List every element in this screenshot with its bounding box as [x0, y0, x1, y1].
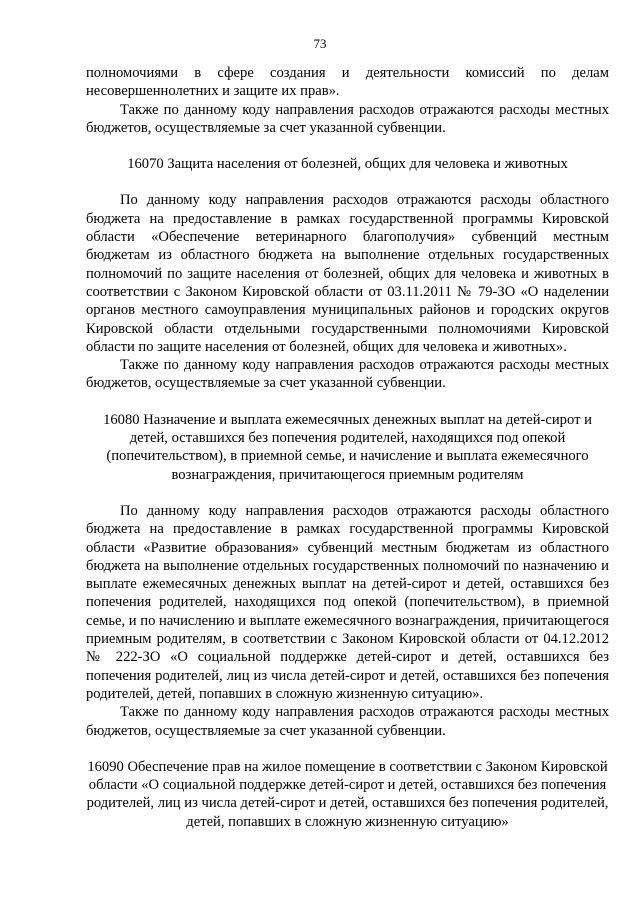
paragraph-16080-description: По данному коду направления расходов отражаются расходы областного бюджета на предоставление в рамках государственной программы Кировской области «Развитие образования» субвенций местным бюджетам из областного бюджета на выполнение отдельных государственных полномочий по назначению и выплате ежемесячных денежных выплат на детей-сирот и детей, оставшихся без попечения родителей, находящихся под опекой (попечительством), в приемной семье, и по начислению и выплате ежемесячного вознаграждения, причитающегося приемным родителям, в соответствии с Законом Кировской области от 04.12.2012 № 222-ЗО «О социальной поддержке детей-сирот и детей, оставшихся без попечения родителей, лиц из числа детей-сирот и детей, оставшихся без попечения родителей, детей, попавших в сложную жизненную ситуацию».	[86, 502, 609, 702]
section-heading-16070: 16070 Защита населения от болезней, общих для человека и животных	[127, 156, 568, 173]
spacer	[86, 740, 609, 758]
paragraph-local-budgets-note: Также по данному коду направления расходов отражаются расходы местных бюджетов, осуществляемые за счет указанной субвенции.	[86, 357, 609, 392]
paragraph-local-budgets-note: Также по данному коду направления расходов отражаются расходы местных бюджетов, осуществляемые за счет указанной субвенции.	[86, 101, 609, 136]
section-heading-16090: 16090 Обеспечение прав на жилое помещение в соответствии с Законом Кировской области «О социальной поддержке детей-сирот и детей, оставшихся без попечения родителей, лиц из числа детей-сирот и детей, оставшихся без попечения родителей, детей, попавших в сложную жизненную ситуацию»	[86, 758, 609, 830]
paragraph-16070-description: По данному коду направления расходов отражаются расходы областного бюджета на предоставление в рамках государственной программы Кировской области «Обеспечение ветеринарного благополучия» субвенций местным бюджетам из областного бюджета на выполнение отдельных государственных полномочий по защите населения от болезней, общих для человека и животных в соответствии с Законом Кировской области от 03.11.2011 № 79-ЗО «О наделении органов местного самоуправления муниципальных районов и городских округов Кировской области отдельными государственными полномочиями Кировской области по защите населения от болезней, общих для человека и животных».	[86, 192, 609, 355]
section-heading-16080: 16080 Назначение и выплата ежемесячных денежных выплат на детей-сирот и детей, оставшихся без попечения родителей, находящихся под опекой (попечительством), в приемной семье, и начисление и выплата ежемесячного вознаграждения, причитающегося приемным родителям	[103, 411, 592, 483]
spacer	[86, 173, 609, 191]
document-body	[86, 64, 609, 831]
spacer	[86, 484, 609, 502]
page-number: 73	[313, 36, 327, 51]
spacer	[86, 393, 609, 411]
spacer	[86, 137, 609, 155]
paragraph-local-budgets-note: Также по данному коду направления расходов отражаются расходы местных бюджетов, осуществляемые за счет указанной субвенции.	[86, 704, 609, 739]
paragraph-continuation: полномочиями в сфере создания и деятельности комиссий по делам несовершеннолетних и защите их прав».	[86, 65, 609, 100]
